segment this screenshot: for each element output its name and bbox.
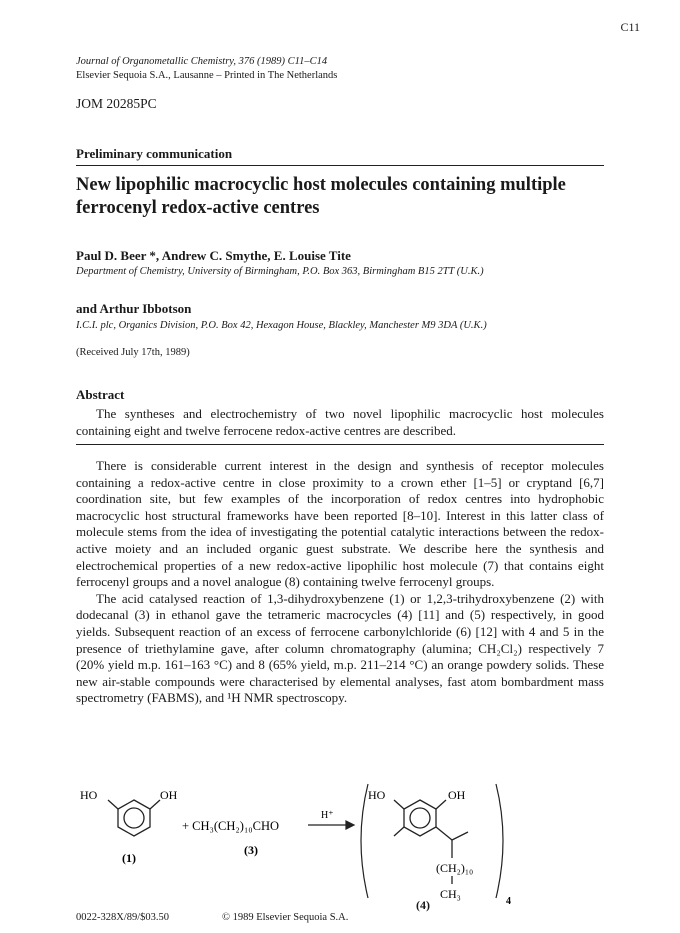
affiliation-secondary: I.C.I. plc, Organics Division, P.O. Box 42, Hexagon House, Blackley, Manchester M9 3DA (U.K.) (76, 320, 487, 331)
methyl-group: CH₃ (440, 887, 461, 901)
page-number: C11 (620, 20, 640, 34)
repeat-subscript: 4 (506, 896, 511, 907)
authors-secondary: and Arthur Ibbotson (76, 301, 192, 316)
oh-right: OH (448, 788, 466, 802)
benzene-ring-1 (108, 800, 160, 836)
bracket-right (496, 784, 503, 898)
article-code: JOM 20285PC (76, 96, 157, 111)
received-date: (Received July 17th, 1989) (76, 347, 190, 358)
ho-left: HO (80, 788, 98, 802)
label-compound-4: (4) (416, 898, 430, 912)
bracket-left (361, 784, 368, 898)
ho-right: HO (368, 788, 386, 802)
publisher-line: Elsevier Sequoia S.A., Lausanne – Printed in The Netherlands (76, 70, 338, 81)
section-label: Preliminary communication (76, 146, 233, 161)
abstract-heading: Abstract (76, 387, 125, 402)
authors-primary: Paul D. Beer *, Andrew C. Smythe, E. Louise Tite (76, 248, 351, 263)
affiliation-primary: Department of Chemistry, University of Birmingham, P.O. Box 363, Birmingham B15 2TT (U.K.) (76, 266, 484, 277)
header-rule (76, 165, 604, 166)
label-compound-3: (3) (244, 843, 258, 857)
journal-citation: Journal of Organometallic Chemistry, 376 (1989) C11–C14 (76, 56, 328, 67)
reaction-arrow (308, 821, 354, 829)
reaction-scheme (76, 780, 604, 908)
body-text (76, 458, 604, 707)
article-title: New lipophilic macrocyclic host molecules containing multiple ferrocenyl redox-active centres (76, 175, 566, 218)
oh-left: OH (160, 788, 178, 802)
footer-code: 0022-328X/89/$03.50 (76, 912, 170, 923)
paragraph-1: There is considerable current interest in the design and synthesis of receptor molecules containing a redox-active centre in close proximity to a crown ether [1–5] or cryptand [6,7] coordination site, but few examples of the incorporation of redox centres into hydrophobic macrocyclic host structural frameworks have been reported [8–10]. Interest in this latter class of molecule stems from the idea of investigating the potential catalytic interactions between the redox-active moiety and an included organic guest substrate. We describe here the synthesis and electrochemical properties of a new redox-active lipophilic host molecule (7) that contains eight ferrocenyl groups and a novel analogue (8) containing twelve ferrocenyl groups. (76, 458, 604, 590)
abstract-rule (76, 444, 604, 445)
footer-copyright: © 1989 Elsevier Sequoia S.A. (222, 912, 349, 923)
label-compound-1: (1) (122, 851, 136, 865)
catalyst-label: H⁺ (321, 810, 334, 821)
paragraph-2: The acid catalysed reaction of 1,3-dihydroxybenzene (1) or 1,2,3-trihydroxybenzene (2) with dodecanal (3) in ethanol gave the tetrameric macrocycles (4) [11] and (5) respectively, in good yields. Subsequent reaction of an excess of ferrocene carbonylchloride (6) [12] with 4 and 5 in the presence of triethylamine gave, after column chromatography (alumina; CH₂Cl₂) respectively 7 (20% yield m.p. 161–163 °C) and 8 (65% yield, m.p. 211–214 °C) an orange powdery solids. These new air-stable compounds were characterised by elemental analyses, fast atom bombardment mass spectrometry (FABMS), and ¹H NMR spectroscopy. (76, 590, 604, 706)
abstract-text: The syntheses and electrochemistry of two novel lipophilic macrocyclic host molecules containing eight and twelve ferrocene redox-active centres are described. (76, 406, 604, 438)
reagent-dodecanal: + CH₃(CH₂)₁₀CHO (182, 819, 280, 833)
alkyl-chain: (CH₂)₁₀ (436, 861, 474, 875)
